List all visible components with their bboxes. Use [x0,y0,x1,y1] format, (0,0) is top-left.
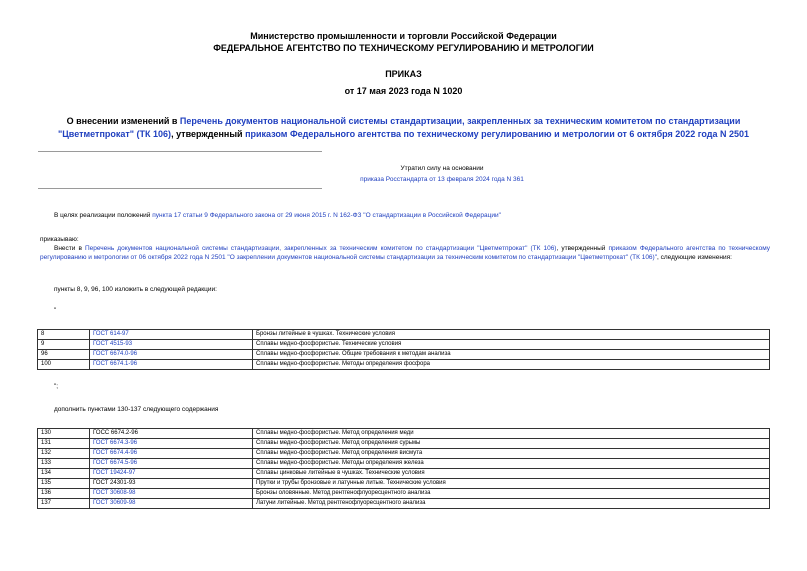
paragraph-order-word: приказываю: [40,236,79,243]
table-items-added [37,428,770,509]
standard-link[interactable]: ГОСТ 30609-98 [93,500,136,506]
item-number-cell: 131 [38,439,90,449]
item-number-cell: 96 [38,350,90,360]
item-number-cell: 133 [38,459,90,469]
title-link-list[interactable]: Перечень документов национальной системы стандартизации, закрепленных за техническим комитетом по стандартизации "Цветметпрокат" (ТК 106) [57,116,741,139]
quote-close: "; [54,383,59,390]
standard-link[interactable]: ГОСТ 614-97 [93,331,129,337]
item-number-cell: 130 [38,429,90,439]
table-row [38,360,770,370]
standard-title-cell: Сплавы медно-фосфористые. Технические условия [253,340,770,350]
title-text-2: , утвержденный [171,129,246,139]
standard-link[interactable]: ГОСТ 6674.5-96 [93,460,138,466]
item-number-cell: 132 [38,449,90,459]
title-text-1: О внесении изменений в [66,116,180,126]
status-note [222,163,662,185]
table-row [38,429,770,439]
paragraph-preamble [54,211,774,220]
table-row [38,439,770,449]
standard-title-cell: Сплавы медно-фосфористые. Общие требования к методам анализа [253,350,770,360]
standard-title-cell: Сплавы цинковые литейные в чушках. Технические условия [253,469,770,479]
document-date-number: от 17 мая 2023 года N 1020 [344,86,463,96]
standard-cell [90,459,253,469]
amendment-list-link[interactable]: Перечень документов национальной системы стандартизации, закрепленных за техническим комитетом по стандартизации "Цветметпрокат" (ТК 106) [84,245,557,252]
item-number-cell: 135 [38,479,90,489]
agency-name: ФЕДЕРАЛЬНОЕ АГЕНТСТВО ПО ТЕХНИЧЕСКОМУ РЕГУЛИРОВАНИЮ И МЕТРОЛОГИИ [213,43,594,53]
standard-cell [90,340,253,350]
preamble-text: В целях реализации положений [54,212,153,219]
standard-title-cell: Бронзы литейные в чушках. Технические условия [253,330,770,340]
standard-title-cell: Сплавы медно-фосфористые. Методы определения фосфора [253,360,770,370]
standard-title-cell: Сплавы медно-фосфористые. Методы определения железа [253,459,770,469]
table-items-edited [37,329,770,370]
standard-cell [90,350,253,360]
preamble-law-link[interactable]: пункта 17 статьи 9 Федерального закона от 29 июня 2015 г. N 162-ФЗ "О стандартизации в Российской Федерации" [152,212,501,219]
amendment-text-3: , следующие изменения: [657,254,732,261]
standard-link[interactable]: ГОСТ 6674.1-96 [93,361,138,367]
standard-link[interactable]: ГОСТ 19424-97 [93,470,136,476]
standard-link[interactable]: ГОСТ 6674.0-96 [93,351,138,357]
standard-cell [90,469,253,479]
quote-open: " [54,307,57,314]
paragraph-items-add: дополнить пунктами 130-137 следующего содержания [54,406,219,413]
standard-title-cell: Бронзы оловянные. Метод рентгенофлуоресцентного анализа [253,489,770,499]
item-number-cell: 137 [38,499,90,509]
amendment-text-1: Внести в [54,245,85,252]
standard-title-cell: Латуни литейные. Метод рентгенофлуоресцентного анализа [253,499,770,509]
table-row [38,499,770,509]
standard-title-cell: Прутки и трубы бронзовые и латунные литые. Технические условия [253,479,770,489]
standard-cell [90,479,253,489]
amendment-order-link[interactable]: приказом Федерального агентства по техническому регулированию и метрологии от 06 октября 2022 года N 2501 "О закреплении документов национальной системы стандартизации за техническим комитетом по стандартизации "Цветметпрокат" (ТК 106)" [40,245,770,261]
table-row [38,350,770,360]
status-note-link[interactable]: приказа Росстандарта от 13 февраля 2024 года N 361 [360,176,524,183]
table-row [38,459,770,469]
standard-link[interactable]: ГОСТ 4515-93 [93,341,133,347]
standard-title-cell: Сплавы медно-фосфористые. Метод определения сурьмы [253,439,770,449]
standard-title-cell: Сплавы медно-фосфористые. Метод определения висмута [253,449,770,459]
item-number-cell: 9 [38,340,90,350]
status-note-text: Утратил силу на основании [400,165,484,172]
table-row [38,479,770,489]
document-title [40,115,767,141]
standard-cell [90,360,253,370]
standard-cell [90,449,253,459]
title-link-order[interactable]: приказом Федерального агентства по техническому регулированию и метрологии от 6 октября 2022 года N 2501 [245,129,750,139]
table-row [38,469,770,479]
standard-code: ГОСС 6674.2-96 [93,430,138,436]
divider-top [38,151,322,152]
table-row [38,449,770,459]
standard-cell [90,330,253,340]
standard-code: ГОСТ 24301-93 [93,480,136,486]
paragraph-items-edit: пункты 8, 9, 96, 100 изложить в следующей редакции: [54,286,217,293]
standard-title-cell: Сплавы медно-фосфористые. Метод определения меди [253,429,770,439]
standard-link[interactable]: ГОСТ 6674.4-96 [93,450,138,456]
item-number-cell: 8 [38,330,90,340]
standard-cell [90,489,253,499]
standard-link[interactable]: ГОСТ 30608-98 [93,490,136,496]
standard-cell [90,499,253,509]
document-type: ПРИКАЗ [385,69,422,79]
table-row [38,489,770,499]
standard-cell [90,429,253,439]
amendment-text-2: , утвержденный [556,245,609,252]
paragraph-amendment [40,244,770,262]
item-number-cell: 136 [38,489,90,499]
table-row [38,330,770,340]
divider-bottom [38,188,322,189]
standard-cell [90,439,253,449]
ministry-name: Министерство промышленности и торговли Российской Федерации [250,31,557,41]
item-number-cell: 100 [38,360,90,370]
item-number-cell: 134 [38,469,90,479]
standard-link[interactable]: ГОСТ 6674.3-96 [93,440,138,446]
table-row [38,340,770,350]
